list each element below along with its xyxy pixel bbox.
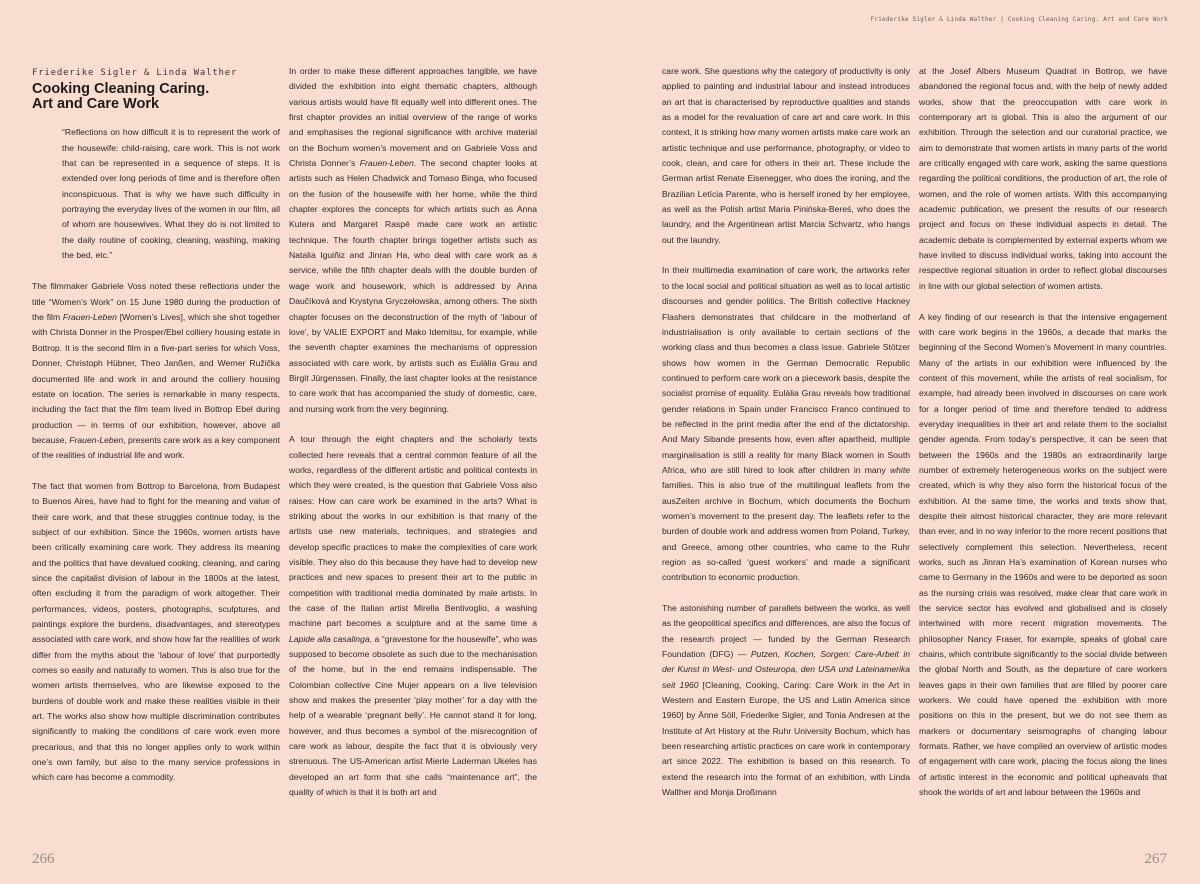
article-title	[32, 82, 280, 112]
paragraph: The filmmaker Gabriele Voss noted these reflections under the title “Women’s Work” on 15 June 1980 during the production of the film Frauen-Leben [Women’s Lives], which she shot together with Christa Donner in the Prosper/Ebel colliery housing estate in Bottrop. It is the second film in a five-part series for which Voss, Donner, Christoph Hübner, Theo Janßen, and Werner Ružička documented life and work in and around the colliery housing estate on location. The series is remarkable in many respects, including the fact that the film team lived in Bottrop Ebel during production — in terms of our exhibition, however, above all because, Frauen-Leben, presents care work as a key component of the realities of industrial life and work.	[32, 281, 280, 461]
right-page	[600, 0, 1200, 884]
title-line-2: Art and Care Work	[32, 96, 160, 113]
title-line-1: Cooking Cleaning Caring.	[32, 81, 210, 98]
paragraph: A tour through the eight chapters and the scholarly texts collected here reveals that a central common feature of all the works, regardless of the different artistic and political contexts in which they were created, is the question that Gabriele Voss also raises: How can care work be examined in the arts? What is striking about the works in our exhibition is that many of the artists use new materials, techniques, and strategies and develop specific practices to make the complexities of care work visible. They also do this because they have had to develop new practices and new spaces to present their art to the public in competition with traditional media dominated by male artists. In the case of the Italian artist Mirella Bentivoglio, a washing machine part becomes a sculpture and at the same time a Lapide alla casalinga, a “gravestone for the housewife”, who was supposed to become obsolete as such due to the mechanisation of the home, but in the end remains indispensable. The Colombian collective Cine Mujer appears on a live television show and makes the presenter ‘play mother’ for a day with the help of a wearable ‘pregnant belly’. He cannot stand it for long, however, and thus becomes a symbol of the misrecognition of care work as labour, despite the fact that it is obviously very strenuous. The US-American artist Mierle Laderman Ukeles has developed an art form that she calls “maintenance art”, the quality of which is that it is both art and	[289, 434, 537, 798]
epigraph-quote: “Reflections on how difficult it is to represent the work of the housewife: child-raising, care work. This is not work that can be represented in a sequence of steps. It is extended over long periods of time and is therefore often inconspicuous. That is why we have such difficulty in portraying the everyday lives of the women in our film, all of whom are housewives. What they do is not limited to the daily routine of cooking, cleaning, washing, making the bed, etc.”	[62, 127, 280, 261]
page-number-left: 266	[32, 851, 55, 867]
paragraph: In order to make these different approaches tangible, we have divided the exhibition into eight thematic chapters, although various artists would have fit equally well into different ones. The first chapter provides an initial overview of the range of works and emphasises the regional significance with archive material on the Bochum women’s movement and on Gabriele Voss and Christa Donner’s Frauen-Leben. The second chapter looks at artists such as Helen Chadwick and Tomaso Binga, who focused on the fusion of the housewife with her home, while the third chapter explores the concepts for which artists such as Anna Kutera and Margaret Raspé made care work an artistic technique. The fourth chapter brings together artists such as Natalia Iguiñiz and Jinran Ha, who deal with care work as a service, while the fifth chapter deals with the double burden of wage work and housework, which is addressed by Anna Daučíková and Krystyna Gryczełowska, among others. The sixth chapter focuses on the deconstruction of the myth of ‘labour of love’, by VALIE EXPORT and Mako Idemitsu, for example, while the seventh chapter examines the mechanisms of oppression associated with care work, by artists such as Eulàlia Grau and Birgit Jürgenssen. Finally, the last chapter looks at the resistance to care work that has accompanied the study of domestic, care, and nursing work from the very beginning.	[289, 66, 537, 414]
left-column-2	[289, 64, 537, 816]
right-column-1	[662, 64, 910, 816]
paragraph: In their multimedia examination of care work, the artworks refer to the local social and political situation as well as to local artistic discourses and gender politics. The British collective Hackney Flashers demonstrates that childcare in the motherland of industrialisation is only available to certain sections of the working class and thus becomes a class issue. Gabriele Stötzer shows how women in the German Democratic Republic continued to perform care work on a piecework basis, despite the socialist promise of equality. Eulàlia Grau reveals how traditional gender relations in Spain under Francisco Franco continued to be reflected in the print media after the end of the dictatorship. And Mary Sibande presents how, even after apartheid, multiple marginalisation is still a reality for many Black women in South Africa, who are still hired to look after children in many white families. This is also true of the multilingual leaflets from the ausZeiten archive in Bochum, which documents the Bochum women’s movement to the present day. The leaflets refer to the burden of double work and address women from Poland, Turkey, and Greece, among other countries, who came to the Ruhr region as so-called ‘guest workers’ and made a significant contribution to economic production.	[662, 265, 910, 583]
paragraph: The fact that women from Bottrop to Barcelona, from Budapest to Buenos Aires, have had to fight for the meaning and value of their care work, and that these struggles continue today, is the subject of our exhibition. Since the 1960s, women artists have been critically examining care work. They address its meaning and the politics that have devalued cooking, cleaning, and caring since the capitalist division of labour in the 1800s at the latest, often excluding it from the paradigm of work altogether. Their performances, videos, posters, photographs, sculptures, and paintings explore the burdens, disadvantages, and stereotypes associated with care work, and show how far the realities of work differ from the myths about the ‘labour of love’ that purportedly comes so easily and naturally to women. This is also true for the women artists themselves, who are likewise exposed to the burdens of double work and make these realities visible in their art. The works also show how multiple discrimination contributes significantly to making the conditions of care work even more precarious, and that this no longer applies only to work within one’s own family, but also to the many service professions in which care has become a commodity.	[32, 480, 280, 783]
article-authors: Friederike Sigler & Linda Walther	[32, 68, 238, 78]
paragraph: A key finding of our research is that the intensive engagement with care work begins in the 1960s, a decade that marks the beginning of the Second Women’s Movement in many countries. Many of the artists in our exhibition were influenced by the content of this movement, while the artists of real socialism, for example, had already been involved in discourses on care work for a longer period of time and therefore tended to address everyday inequalities in their art and relate them to the socialist gender agenda. From today’s perspective, it can be seen that between the 1960s and the 1980s an extraordinarily large number of extremely heterogeneous works on the subject were created, which is why they also form the historical focus of the exhibition. At the same time, the works and texts show that, despite their almost historical character, they are more relevant than ever, and in no way inferior to the more recent positions that selectively complement this selection. Nevertheless, recent works, such as Jinran Ha’s examination of Korean nurses who came to Germany in the 1960s and were to be deported as soon as the nursing crisis was resolved, make clear that care work in the service sector has evolved and globalised and is closely intertwined with more recent migration movements. The philosopher Nancy Fraser, for example, speaks of global care chains, which contribute significantly to the social divide between the global North and South, as the departure of care workers leaves gaps in their own families that are filled by poorer care workers. We could have opened the exhibition with more positions on this in the present, but we do not see them as markers or documentary seismographs of changing labour formats. Rather, we have compiled an overview of artistic modes of engagement with care work, placing the focus along the lines of artistic interest in the economic and political upheavals that shook the worlds of art and labour between the 1960s and	[919, 311, 1167, 798]
left-column-1	[32, 64, 280, 801]
paragraph: care work. She questions why the category of productivity is only applied to painting and industrial labour and instead introduces an art that is characterised by reproductive qualities and stands as a model for the revaluation of care art and care work. In this context, it is striking how many women artists make care work an artistic technique and use performance, photography, or video to cook, clean, and care for others in their art. These include the German artist Renate Eisenegger, who does the ironing, and the Brazilian Letícia Parente, who is herself ironed by her employee, as well as the Polish artist Maria Pinińska-Bereś, who does the laundry, and the Argentinean artist Marcia Schvartz, who hangs out the laundry.	[662, 66, 910, 245]
paragraph: The astonishing number of parallels between the works, as well as the geopolitical specifics and differences, are also the focus of the research project — funded by the German Research Foundation (DFG) — Putzen, Kochen, Sorgen: Care-Arbeit in der Kunst in West- und Osteuropa, den USA und Lateinamerika seit 1960 [Cleaning, Cooking, Caring: Care Work in the Art in Western and Eastern Europe, the US and Latin America since 1960] by Änne Söll, Friederike Sigler, and Tonia Andresen at the Institute of Art History at the Ruhr University Bochum, which has been researching artistic practices on care work in contemporary art since 2022. The exhibition is based on this research. To extend the research into the format of an exhibition, with Linda Walther and Monja Droßmann	[662, 603, 911, 798]
paragraph: at the Josef Albers Museum Quadrat in Bottrop, we have abandoned the regional focus and, with the help of newly added works, show that the preoccupation with care work in contemporary art is global. This is also the argument of our exhibition. Through the selection and our curatorial practice, we aim to demonstrate that women artists in many parts of the world are critically engaged with care work, asking the same questions regarding the political conditions, the production of art, the role of women, and the role of women artists. With this accompanying academic publication, we present the results of our research project and focus on these individual aspects in detail. The academic debate is complemented by external experts whom we have invited to discuss individual works, taking into account the respective regional situation in order to reflect global discourses in line with our global selection of women artists.	[919, 66, 1167, 291]
right-column-2	[919, 64, 1167, 816]
page-number-right: 267	[1144, 851, 1167, 867]
running-head: Friederike Sigler & Linda Walther | Cooking Cleaning Caring. Art and Care Work	[870, 16, 1168, 23]
